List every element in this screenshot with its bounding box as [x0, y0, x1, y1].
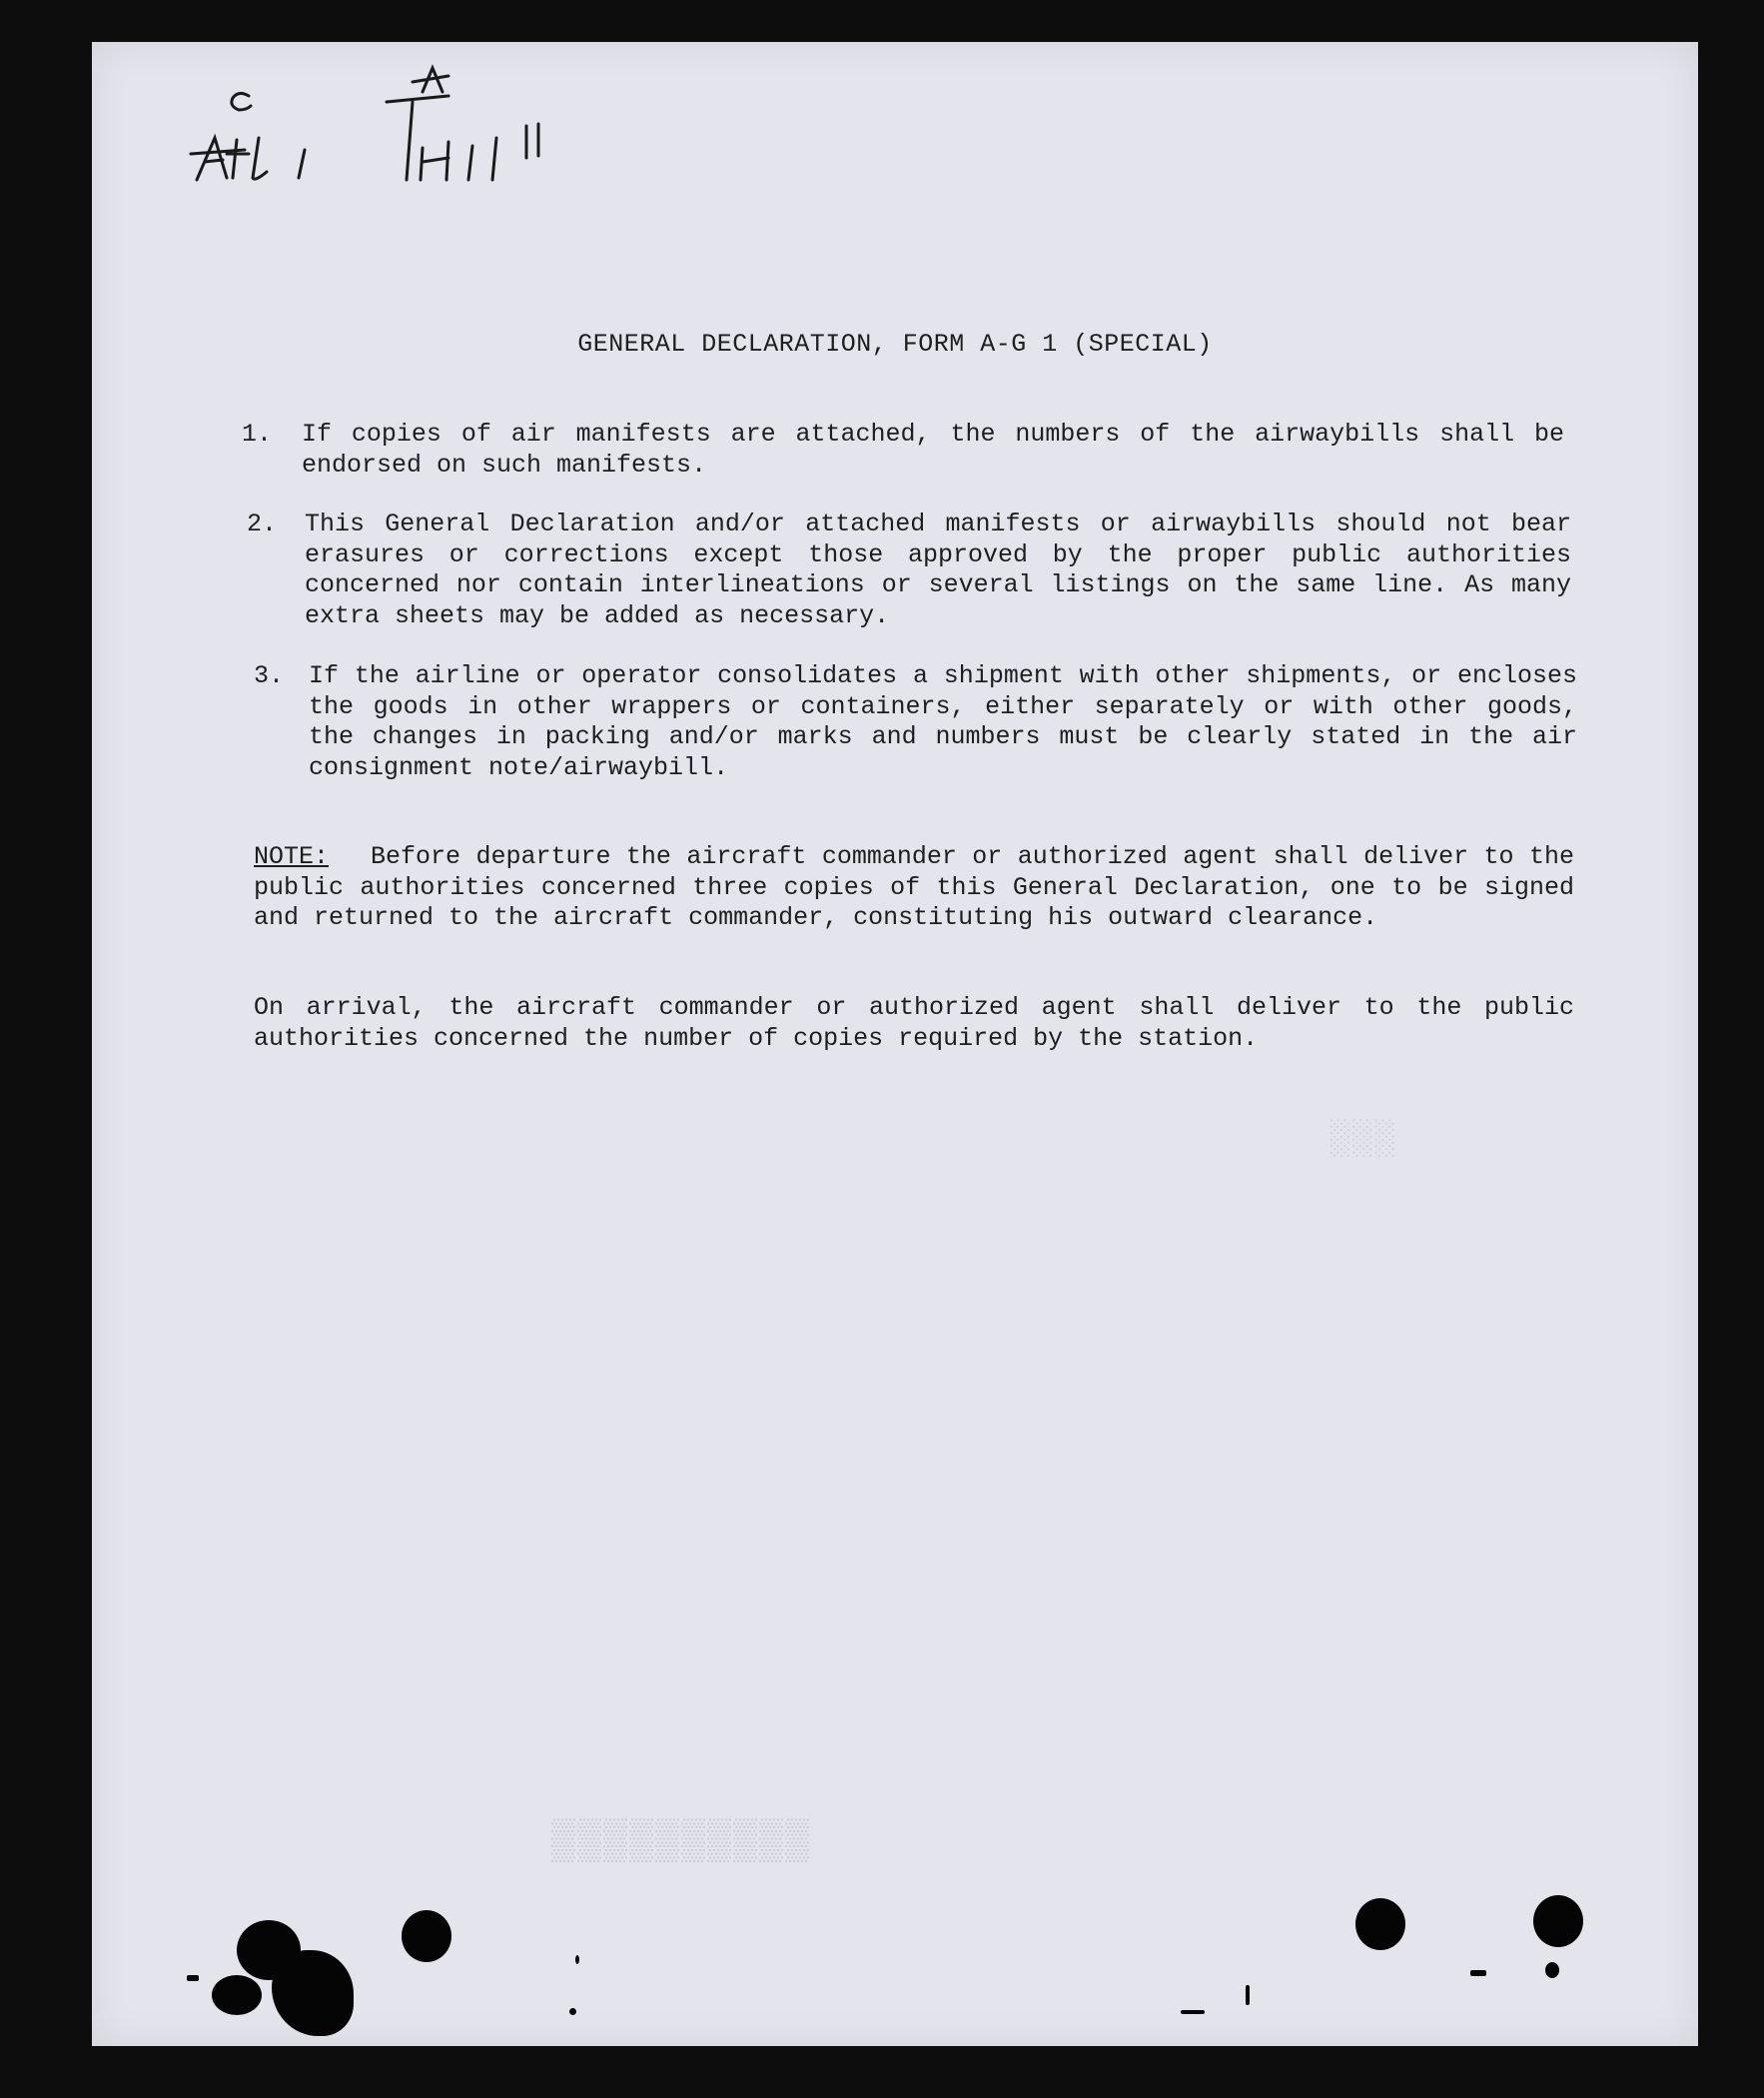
ink-speck — [575, 1955, 579, 1964]
ink-speck — [1246, 1985, 1250, 2005]
handwritten-annotation — [187, 62, 606, 212]
note-label: NOTE: — [254, 842, 330, 871]
item-text: If the airline or operator consolidates a shipment with other shipments, or encloses the goods in other wrappers or containers, either separately or with other goods, the changes in packing and/or marks and numbers must be clearly stated in the air consignment note/airwaybill. — [309, 661, 1577, 782]
ink-speck — [187, 1975, 199, 1981]
note-text: Before departure the aircraft commander or authorized agent shall deliver to the public authorities concerned three copies of this General Declaration, one to be signed and returned to the aircraft commander, constituting his outward clearance. — [254, 842, 1574, 932]
item-text: This General Declaration and/or attached manifests or airwaybills should not bear erasures or corrections except those approved by the proper public authorities concerned nor contain interlineations or several listings on the same line. As many extra sheets may be added as necessary. — [305, 510, 1571, 630]
document-page — [92, 42, 1698, 2046]
item-number: 1. — [242, 420, 273, 449]
punch-hole — [402, 1910, 451, 1962]
ink-speck — [569, 2008, 576, 2015]
document-title: GENERAL DECLARATION, FORM A-G 1 (SPECIAL) — [577, 330, 1213, 359]
item-number: 2. — [247, 510, 278, 538]
ink-speck — [1470, 1970, 1486, 1976]
ink-speck — [1181, 2010, 1205, 2014]
ink-blot — [212, 1975, 262, 2015]
item-number: 3. — [254, 661, 285, 690]
item-text: If copies of air manifests are attached, the numbers of the airwaybills shall be endorsed on such manifests. — [302, 420, 1564, 480]
note-paragraph — [254, 842, 1574, 934]
punch-hole — [1533, 1895, 1583, 1947]
ink-blot — [272, 1950, 354, 2036]
punch-hole — [1355, 1898, 1405, 1950]
arrival-paragraph: On arrival, the aircraft commander or authorized agent shall deliver to the public authorities concerned the number of copies required by the station. — [254, 993, 1574, 1053]
ink-speck — [1545, 1962, 1559, 1978]
bleed-through-mark: ▒▒▒▒▒▒▒▒▒▒ — [551, 1820, 812, 1865]
bleed-through-mark: ░░░ — [1330, 1121, 1398, 1159]
